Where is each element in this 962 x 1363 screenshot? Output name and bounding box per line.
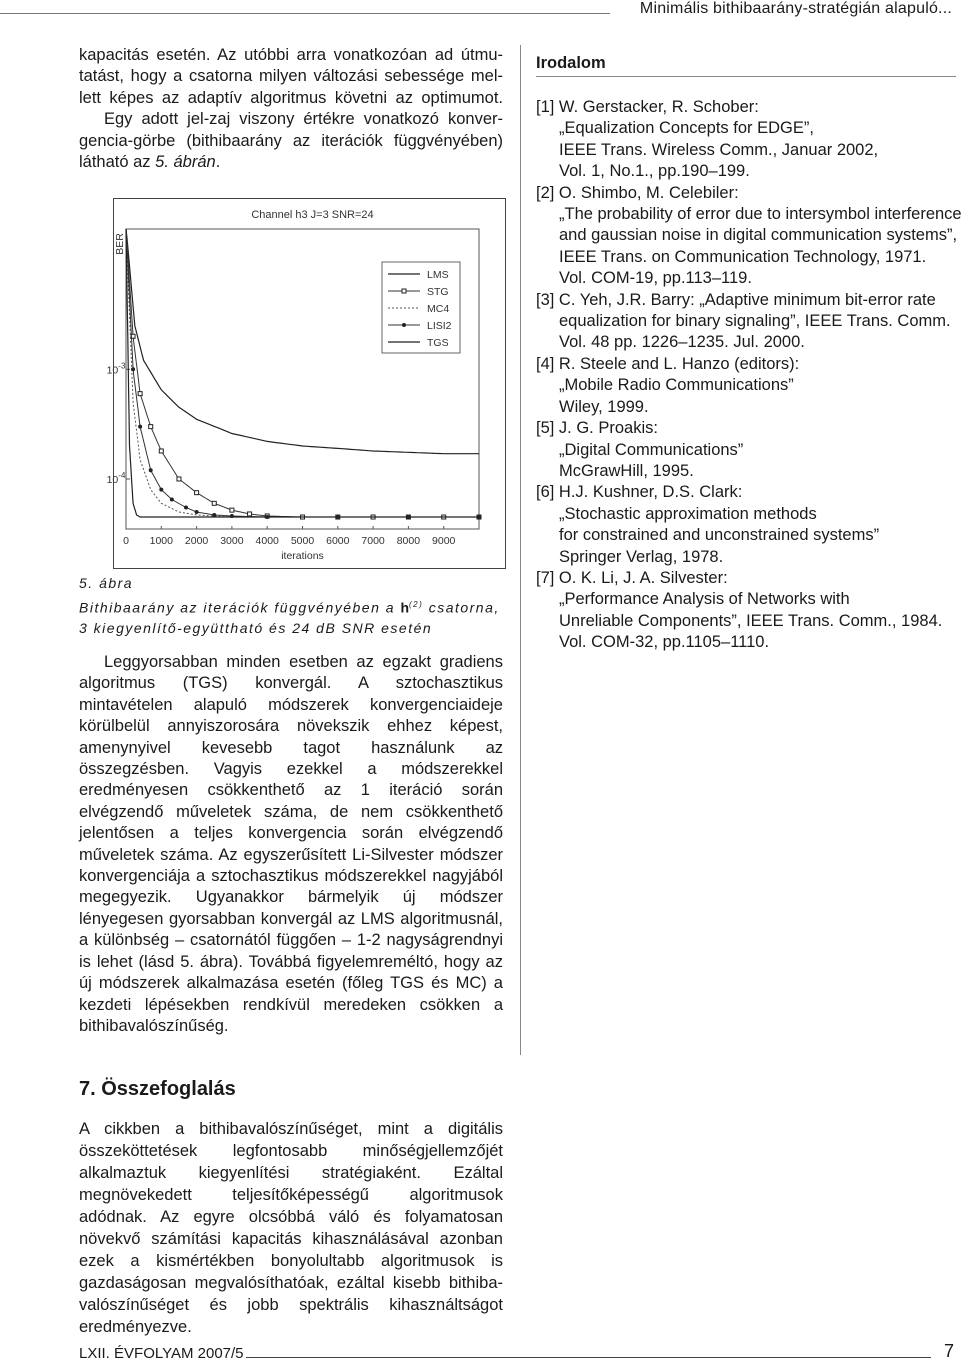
x-tick-label: 9000 xyxy=(432,535,456,547)
chart-title: Channel h3 J=3 SNR=24 xyxy=(251,209,374,221)
text-line-content: látható az 5. ábrán. xyxy=(79,153,221,172)
reference-line: „Mobile Radio Communications” xyxy=(559,376,794,395)
series-point-stg xyxy=(177,477,181,481)
text-line-content: Egy adott jel-zaj viszony értékre vonatkozó konver- xyxy=(104,110,503,129)
figure-5-chart xyxy=(106,198,506,569)
x-tick-label: 8000 xyxy=(396,535,421,547)
reference-line: [1] W. Gerstacker, R. Schober: xyxy=(536,98,759,116)
reference-line: for constrained and unconstrained systems” xyxy=(559,526,880,545)
series-point-lisi2 xyxy=(138,425,142,429)
references-rule xyxy=(536,76,956,77)
legend-label-lms: LMS xyxy=(427,269,449,281)
reference-line: [4] R. Steele and L. Hanzo (editors): xyxy=(536,354,800,373)
text-line: lett képes az adaptív algoritmus követni az optimumot. xyxy=(79,88,503,107)
caption-line-2: 3 kiegyenlítő-együttható és 24 dB SNR esetén xyxy=(79,619,433,636)
legend-marker-stg xyxy=(402,289,406,293)
caption-superscript: (2) xyxy=(409,600,424,609)
x-tick-label: 3000 xyxy=(220,535,244,547)
series-point-stg xyxy=(248,512,252,516)
series-point-lisi2 xyxy=(184,505,188,509)
reference-item xyxy=(536,97,956,183)
series-point-lisi2 xyxy=(212,513,216,517)
column-divider xyxy=(520,45,521,1055)
page-number: 7 xyxy=(944,1341,955,1361)
x-tick-label: 2000 xyxy=(184,535,209,547)
series-point-lisi2 xyxy=(159,488,163,492)
reference-line: and gaussian noise in digital communication systems”, xyxy=(559,226,958,245)
chart-svg xyxy=(106,199,505,568)
legend-label-stg: STG xyxy=(427,286,449,298)
reference-line: Unreliable Components”, IEEE Trans. Comm., 1984. xyxy=(559,611,943,630)
series-point-stg xyxy=(138,392,142,396)
x-tick-label: 6000 xyxy=(326,535,350,547)
series-point-stg xyxy=(212,501,216,505)
series-point-stg xyxy=(159,449,163,453)
x-tick-label: 1000 xyxy=(149,535,173,547)
running-head: Minimális bithibaarány-stratégián alapuló... xyxy=(639,0,952,17)
intro-paragraph xyxy=(79,45,503,173)
legend-label-mc4: MC4 xyxy=(427,303,450,315)
reference-item xyxy=(536,354,956,418)
text-line: tatást, hogy a csatorna milyen változási sebessége mel- xyxy=(79,67,503,86)
reference-line: [5] J. G. Proakis: xyxy=(536,419,658,438)
reference-line: Springer Verlag, 1978. xyxy=(559,547,724,566)
reference-line: „The probability of error due to intersymbol interference xyxy=(559,205,962,224)
body-paragraph xyxy=(79,652,503,1037)
footer-volume: LXII. ÉVFOLYAM 2007/5 xyxy=(79,1345,244,1362)
reference-line: Wiley, 1999. xyxy=(559,397,649,416)
caption-symbol: h xyxy=(400,599,410,616)
series-point-lisi2 xyxy=(195,510,199,514)
x-axis-label: iterations xyxy=(281,550,324,562)
running-head-rule xyxy=(0,13,610,14)
reference-line: Vol. 48 pp. 1226–1235. Jul. 2000. xyxy=(559,333,805,352)
reference-line: [6] H.J. Kushner, D.S. Clark: xyxy=(536,483,743,502)
series-point-stg xyxy=(230,508,234,512)
y-tick-label: $10^{-3}$ xyxy=(106,361,126,377)
reference-list xyxy=(536,97,962,654)
series-point-stg xyxy=(149,425,153,429)
reference-line: [3] C. Yeh, J.R. Barry: „Adaptive minimum bit-error rate xyxy=(536,290,936,309)
series-point-lisi2 xyxy=(170,498,174,502)
reference-line: „Equalization Concepts for EDGE”, xyxy=(559,119,814,138)
series-point-lisi2 xyxy=(131,367,135,371)
x-tick-label: 7000 xyxy=(361,535,385,547)
x-tick-label: 5000 xyxy=(290,535,315,547)
reference-line: Vol. COM-32, pp.1105–1110. xyxy=(559,633,770,652)
y-tick-label: $10^{-4}$ xyxy=(106,470,126,486)
legend-label-lisi2: LISI2 xyxy=(427,320,452,332)
y-axis-label: BER xyxy=(114,233,126,255)
text-line: kapacitás esetén. Az utóbbi arra vonatkozóan ad útmu- xyxy=(79,46,503,64)
reference-line: „Digital Communications” xyxy=(559,440,744,459)
reference-line: „Performance Analysis of Networks with xyxy=(559,590,850,609)
reference-line: McGrawHill, 1995. xyxy=(559,461,694,480)
caption-text-post: csatorna, xyxy=(428,599,500,616)
legend-marker-lisi2 xyxy=(402,323,406,327)
figure-caption-number: 5. ábra xyxy=(79,575,134,591)
reference-line: Vol. 1, No.1., pp.190–199. xyxy=(559,162,750,181)
section-heading: 7. Összefoglalás xyxy=(79,1078,236,1100)
footer-rule xyxy=(246,1357,931,1358)
series-point-lisi2 xyxy=(149,468,153,472)
x-tick-label: 0 xyxy=(123,535,129,547)
reference-line: IEEE Trans. on Communication Technology, 1971. xyxy=(559,247,927,266)
section-paragraph: A cikkben a bithibavalószínűséget, mint a digitális összeköttetések legfontosabb minőségjellemzőjét alkalmaztuk kiegyenlítési stratégiaként. Ezáltal megnövekedett teljesítőképességű algoritmusok adódnak. Az egyre olcsóbbá váló és folyamatosan növekvő számítási kapacitás kihasználásával azonban ezek a kismértékben bonyolultabb algoritmusok is gazdaságosan megvalósíthatóak, ezáltal kisebb bithiba-valószínűséget és jobb spektrális kihasználtságot eredményezve. xyxy=(79,1120,503,1336)
reference-line: IEEE Trans. Wireless Comm., Januar 2002, xyxy=(559,140,879,159)
reference-item xyxy=(536,183,962,290)
x-tick-label: 4000 xyxy=(255,535,279,547)
figure-caption xyxy=(79,595,509,638)
reference-line: „Stochastic approximation methods xyxy=(559,504,817,523)
reference-item xyxy=(536,482,956,568)
reference-item xyxy=(536,418,956,482)
reference-line: equalization for binary signaling”, IEEE Trans. Comm. xyxy=(559,312,951,331)
text-line xyxy=(79,109,503,130)
text-line xyxy=(79,152,503,173)
reference-line: [7] O. K. Li, J. A. Silvester: xyxy=(536,568,728,587)
series-point-stg xyxy=(195,491,199,495)
text-line: gencia-görbe (bithibaarány az iterációk függvényében) xyxy=(79,131,503,150)
reference-item xyxy=(536,290,956,354)
reference-item xyxy=(536,568,956,654)
body-paragraph-text: Leggyorsabban minden esetben az egzakt gradiens algoritmus (TGS) konvergál. A sztochasztikus mintavételen alapuló módszerek konvergenciaideje körülbelül annyiszorosára növekszik ehhez képest, amenynyivel kevesebb tagot használunk az összegzésben. Vagyis ezekkel a módszerekkel eredményesen csökkenthető az 1 iteráció során elvégzendő műveletek száma, de nem csökkenthető jelentősen a teljes konvergencia során elvégzendő műveletek száma. Az egyszerűsített Li-Silvester módszer konvergenciája a sztochasztikus módszerekkel nagyjából megegyezik. Ugyanakkor bármelyik új módszer lényegesen gyorsabban konvergál az LMS algoritmusnál, a különbség – csatornától függően – 1-2 nagyságrendnyi is lehet (lásd 5. ábra). Továbbá figyelemreméltó, hogy az új módszerek alkalmazása esetén (főleg TGS és MC) a kezdeti lépésekben rendkívül meredeken csökken a bithibavalószínűség. xyxy=(79,653,503,1035)
reference-line: Vol. COM-19, pp.113–119. xyxy=(559,269,752,288)
caption-text-pre: Bithibaarány az iterációk függvényében a xyxy=(79,599,396,616)
figure-reference: 5. ábrán xyxy=(155,153,216,172)
caption-line-1 xyxy=(79,595,509,618)
references-heading: Irodalom xyxy=(536,54,606,72)
reference-line: [2] O. Shimbo, M. Celebiler: xyxy=(536,183,739,202)
legend-label-tgs: TGS xyxy=(427,337,449,349)
